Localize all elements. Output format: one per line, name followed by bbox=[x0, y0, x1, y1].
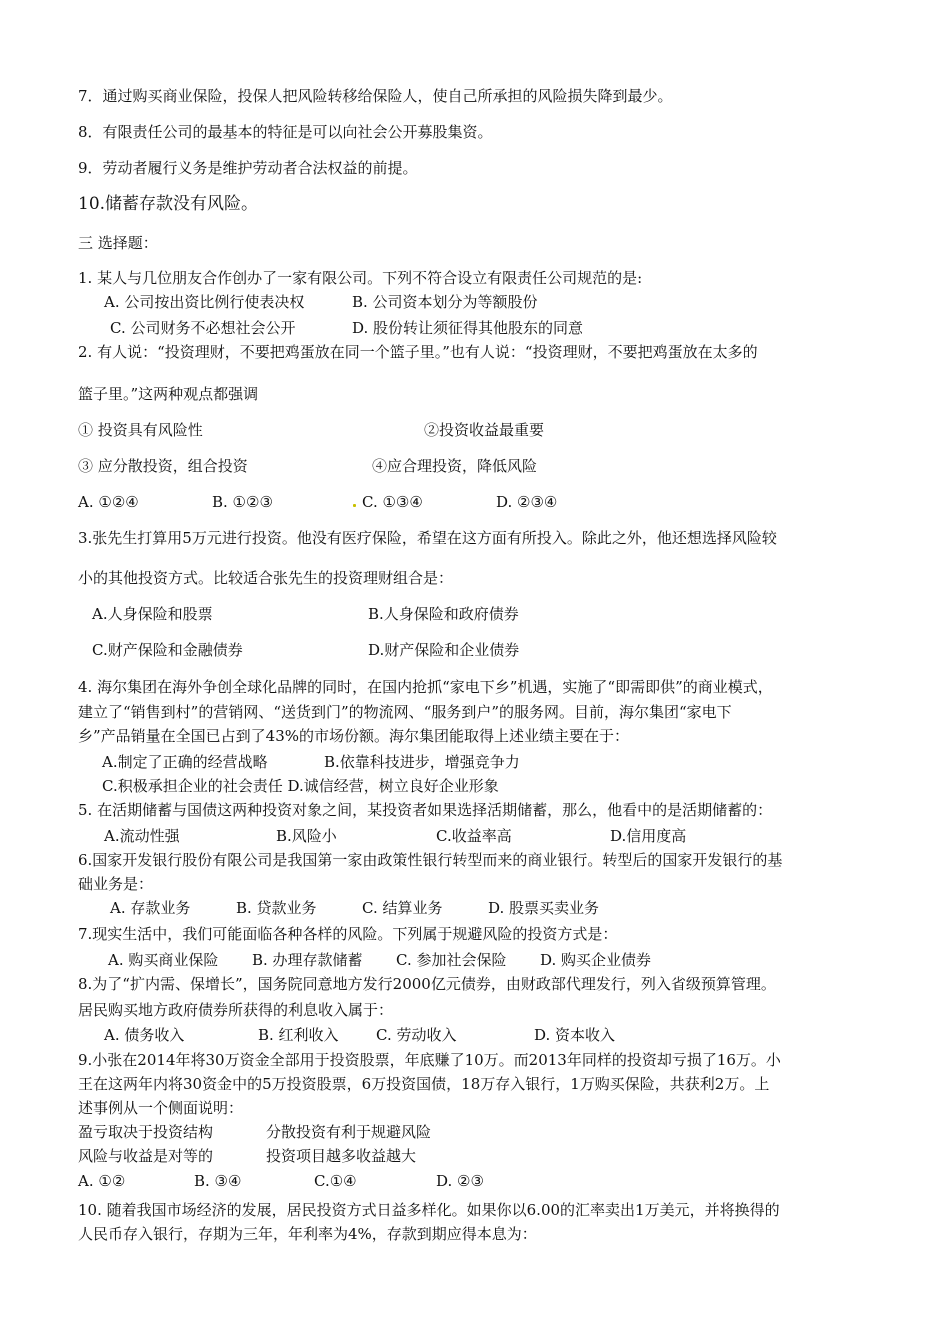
q1-option-d: D. 股份转让须征得其他股东的同意 bbox=[352, 319, 584, 337]
q9-item-4: 投资项目越多收益越大 bbox=[266, 1147, 417, 1165]
q5-option-a: A.流动性强 bbox=[104, 827, 180, 845]
q6-stem-line1: 6.国家开发银行股份有限公司是我国第一家由政策性银行转型而来的商业银行。转型后的国家开发银行的基 bbox=[78, 851, 783, 869]
q3-option-c: C.财产保险和金融债券 bbox=[92, 641, 243, 659]
q2-item-3: ③ 应分散投资，组合投资 bbox=[78, 457, 248, 475]
q6-stem-line2: 础业务是： bbox=[78, 875, 154, 893]
stray-dot-mark bbox=[353, 504, 356, 507]
q2-option-d: D. ②③④ bbox=[496, 493, 558, 511]
statement-7: 7．通过购买商业保险，投保人把风险转移给保险人，使自己所承担的风险损失降到最少。 bbox=[78, 87, 673, 105]
q9-stem-line2: 王在这两年内将30资金中的5万投资股票，6万投资国债，18万存入银行，1万购买保险，共获利2万。上 bbox=[78, 1075, 770, 1093]
q4-stem-line3: 乡”产品销量在全国已占到了43%的市场份额。海尔集团能取得上述业绩主要在于： bbox=[78, 727, 630, 745]
q3-option-a: A.人身保险和股票 bbox=[92, 605, 213, 623]
q6-option-a: A. 存款业务 bbox=[110, 899, 191, 917]
q9-stem-line1: 9.小张在2014年将30万资金全部用于投资股票，年底赚了10万。而2013年同样的投资却亏损了16万。小 bbox=[78, 1051, 781, 1069]
section-title: 三 选择题： bbox=[78, 234, 158, 252]
q8-stem-line1: 8.为了“扩内需、保增长”，国务院同意地方发行2000亿元债券，由财政部代理发行，列入省级预算管理。 bbox=[78, 975, 776, 993]
q4-option-b: B.依靠科技进步，增强竞争力 bbox=[324, 753, 520, 771]
q6-option-b: B. 贷款业务 bbox=[236, 899, 317, 917]
q5-option-c: C.收益率高 bbox=[436, 827, 512, 845]
q4-stem-line2: 建立了“销售到村”的营销网、“送货到门”的物流网、“服务到户”的服务网。目前，海尔集团“家电下 bbox=[78, 703, 732, 721]
q2-item-2: ②投资收益最重要 bbox=[424, 421, 545, 439]
q6-option-d: D. 股票买卖业务 bbox=[488, 899, 600, 917]
q9-item-3: 风险与收益是对等的 bbox=[78, 1147, 214, 1165]
q4-option-cd: C.积极承担企业的社会责任 D.诚信经营，树立良好企业形象 bbox=[102, 777, 499, 795]
q1-option-b: B. 公司资本划分为等额股份 bbox=[352, 293, 538, 311]
q1-stem: 1. 某人与几位朋友合作创办了一家有限公司。下列不符合设立有限责任公司规范的是: bbox=[78, 269, 643, 287]
q8-option-c: C. 劳动收入 bbox=[376, 1026, 457, 1044]
statement-10: 10.储蓄存款没有风险。 bbox=[78, 194, 259, 214]
q9-option-c: C.①④ bbox=[314, 1172, 357, 1190]
q8-option-b: B. 红利收入 bbox=[258, 1026, 339, 1044]
q9-option-b: B. ③④ bbox=[194, 1172, 242, 1190]
q9-option-a: A. ①② bbox=[78, 1172, 126, 1190]
q5-option-d: D.信用度高 bbox=[610, 827, 687, 845]
q2-option-b: B. ①②③ bbox=[212, 493, 273, 511]
q6-option-c: C. 结算业务 bbox=[362, 899, 443, 917]
statement-8: 8．有限责任公司的最基本的特征是可以向社会公开募股集资。 bbox=[78, 123, 493, 141]
q7-option-a: A. 购买商业保险 bbox=[108, 951, 219, 969]
q7-stem: 7.现实生活中，我们可能面临各种各样的风险。下列属于规避风险的投资方式是： bbox=[78, 925, 618, 943]
q9-item-1: 盈亏取决于投资结构 bbox=[78, 1123, 214, 1141]
q10-stem-line1: 10. 随着我国市场经济的发展，居民投资方式日益多样化。如果你以6.00的汇率卖出1万美元，并将换得的 bbox=[78, 1201, 780, 1219]
q7-option-c: C. 参加社会保险 bbox=[396, 951, 507, 969]
statement-9: 9．劳动者履行义务是维护劳动者合法权益的前提。 bbox=[78, 159, 418, 177]
q7-option-d: D. 购买企业债券 bbox=[540, 951, 652, 969]
q2-stem-line1: 2. 有人说：“投资理财，不要把鸡蛋放在同一个篮子里。”也有人说：“投资理财，不要把鸡蛋放在太多的 bbox=[78, 343, 758, 361]
q3-option-d: D.财产保险和企业债券 bbox=[368, 641, 520, 659]
q2-option-c: C. ①③④ bbox=[362, 493, 423, 511]
q2-item-4: ④应合理投资，降低风险 bbox=[372, 457, 538, 475]
q8-stem-line2: 居民购买地方政府债券所获得的利息收入属于： bbox=[78, 1001, 394, 1019]
q8-option-a: A. 债务收入 bbox=[104, 1026, 185, 1044]
q5-stem: 5. 在活期储蓄与国债这两种投资对象之间，某投资者如果选择活期储蓄，那么，他看中的是活期储蓄的： bbox=[78, 801, 773, 819]
q1-option-a: A. 公司按出资比例行使表决权 bbox=[104, 293, 305, 311]
q9-item-2: 分散投资有利于规避风险 bbox=[266, 1123, 432, 1141]
q4-option-a: A.制定了正确的经营战略 bbox=[102, 753, 268, 771]
q1-option-c: C. 公司财务不必想社会公开 bbox=[110, 319, 296, 337]
q8-option-d: D. 资本收入 bbox=[534, 1026, 616, 1044]
q2-option-a: A. ①②④ bbox=[78, 493, 139, 511]
q9-option-d: D. ②③ bbox=[436, 1172, 484, 1190]
q3-option-b: B.人身保险和政府债券 bbox=[368, 605, 519, 623]
q4-stem-line1: 4. 海尔集团在海外争创全球化品牌的同时，在国内抢抓“家电下乡”机遇，实施了“即需即供”的商业模式， bbox=[78, 678, 773, 696]
q9-stem-line3: 述事例从一个侧面说明： bbox=[78, 1099, 244, 1117]
q7-option-b: B. 办理存款储蓄 bbox=[252, 951, 363, 969]
q2-stem-line2: 篮子里。”这两种观点都强调 bbox=[78, 385, 259, 403]
q3-stem-line2: 小的其他投资方式。比较适合张先生的投资理财组合是： bbox=[78, 569, 454, 587]
q10-stem-line2: 人民币存入银行，存期为三年，年利率为4%，存款到期应得本息为： bbox=[78, 1225, 537, 1243]
q2-item-1: ① 投资具有风险性 bbox=[78, 421, 203, 439]
q5-option-b: B.风险小 bbox=[276, 827, 337, 845]
q3-stem-line1: 3.张先生打算用5万元进行投资。他没有医疗保险，希望在这方面有所投入。除此之外，他还想选择风险较 bbox=[78, 529, 777, 547]
